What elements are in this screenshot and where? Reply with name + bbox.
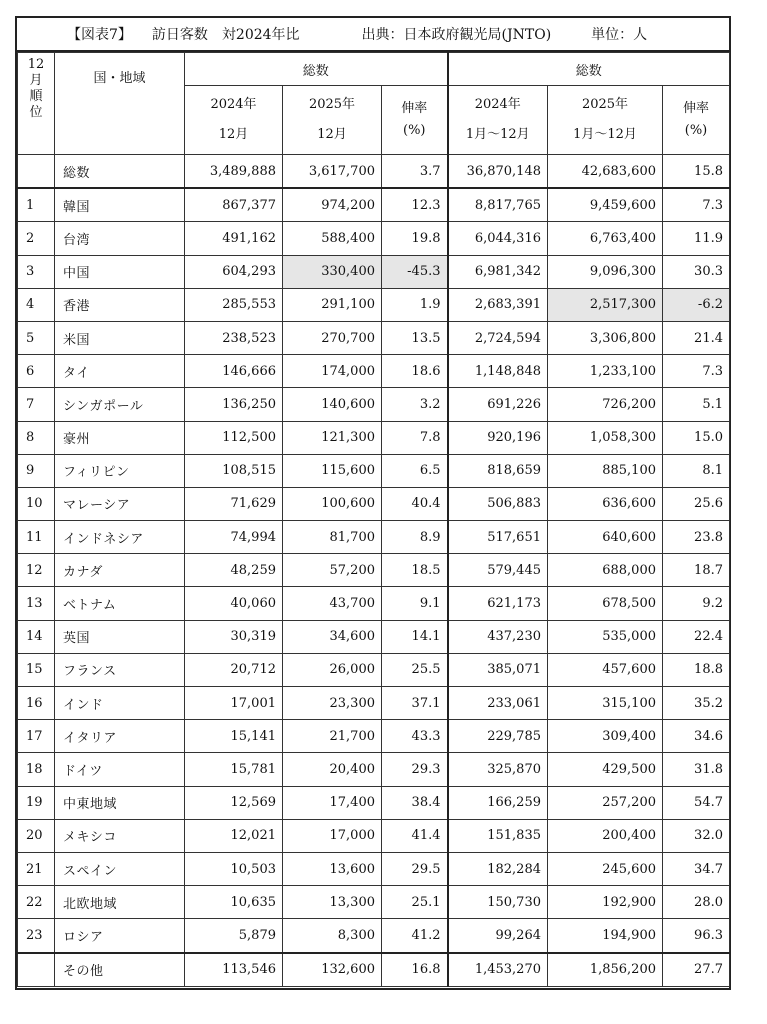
value-cell-dec-rate: 18.5 xyxy=(382,554,448,587)
value-cell-dec-rate: 12.3 xyxy=(382,188,448,222)
value-cell-year-rate: 31.8 xyxy=(663,753,730,786)
value-cell-year2024: 2,683,391 xyxy=(448,288,548,321)
country-cell: 台湾 xyxy=(55,222,185,255)
value-cell-year2025: 194,900 xyxy=(548,919,663,953)
country-cell: シンガポール xyxy=(55,388,185,421)
value-cell-dec2024: 48,259 xyxy=(185,554,283,587)
country-cell: イタリア xyxy=(55,720,185,753)
table-row xyxy=(18,255,730,288)
value-cell-year2024: 621,173 xyxy=(448,587,548,620)
value-cell-dec2025: 17,000 xyxy=(283,819,382,852)
value-cell-dec2024: 15,781 xyxy=(185,753,283,786)
value-cell-year-rate: 11.9 xyxy=(663,222,730,255)
value-cell-dec-rate: -45.3 xyxy=(382,255,448,288)
value-cell-dec-rate: 25.1 xyxy=(382,886,448,919)
value-cell-dec2025: 43,700 xyxy=(283,587,382,620)
value-cell-year-rate: 18.7 xyxy=(663,554,730,587)
table-row xyxy=(18,321,730,354)
value-cell-dec-rate: 25.5 xyxy=(382,653,448,686)
country-cell: 豪州 xyxy=(55,421,185,454)
document-frame xyxy=(15,16,731,990)
rank-cell: 19 xyxy=(18,786,55,819)
country-cell: 韓国 xyxy=(55,188,185,222)
value-cell-dec2025: 17,400 xyxy=(283,786,382,819)
value-cell-dec-rate: 37.1 xyxy=(382,687,448,720)
value-cell-dec2024: 74,994 xyxy=(185,521,283,554)
value-cell-year-rate: 30.3 xyxy=(663,255,730,288)
value-cell-year-rate: 34.6 xyxy=(663,720,730,753)
country-cell: その他 xyxy=(55,953,185,987)
value-cell-year2024: 150,730 xyxy=(448,886,548,919)
rank-cell: 20 xyxy=(18,819,55,852)
table-row xyxy=(18,554,730,587)
value-cell-dec-rate: 7.8 xyxy=(382,421,448,454)
value-cell-year2024: 691,226 xyxy=(448,388,548,421)
value-cell-year2025: 3,306,800 xyxy=(548,321,663,354)
value-cell-year2024: 506,883 xyxy=(448,487,548,520)
table-row xyxy=(18,919,730,953)
value-cell-dec-rate: 9.1 xyxy=(382,587,448,620)
value-cell-year2025: 535,000 xyxy=(548,620,663,653)
table-row xyxy=(18,786,730,819)
value-cell-dec2025: 132,600 xyxy=(283,953,382,987)
value-cell-year2025: 192,900 xyxy=(548,886,663,919)
country-cell: ドイツ xyxy=(55,753,185,786)
value-cell-dec2025: 588,400 xyxy=(283,222,382,255)
country-cell: ベトナム xyxy=(55,587,185,620)
rank-cell: 13 xyxy=(18,587,55,620)
col-dec-2024-header: 2024年 12月 xyxy=(185,86,283,155)
rank-cell: 12 xyxy=(18,554,55,587)
value-cell-dec-rate: 19.8 xyxy=(382,222,448,255)
value-cell-dec2024: 285,553 xyxy=(185,288,283,321)
value-cell-dec2024: 12,569 xyxy=(185,786,283,819)
value-cell-dec2024: 40,060 xyxy=(185,587,283,620)
value-cell-year2024: 920,196 xyxy=(448,421,548,454)
value-cell-year2024: 166,259 xyxy=(448,786,548,819)
value-cell-dec-rate: 18.6 xyxy=(382,355,448,388)
rank-cell: 2 xyxy=(18,222,55,255)
value-cell-year-rate: -6.2 xyxy=(663,288,730,321)
value-cell-dec2025: 8,300 xyxy=(283,919,382,953)
rank-cell: 14 xyxy=(18,620,55,653)
rank-cell: 11 xyxy=(18,521,55,554)
table-title: 訪日客数 対2024年比 xyxy=(151,27,300,43)
value-cell-year2025: 636,600 xyxy=(548,487,663,520)
table-row xyxy=(18,852,730,885)
value-cell-dec-rate: 1.9 xyxy=(382,288,448,321)
value-cell-year-rate: 7.3 xyxy=(663,188,730,222)
value-cell-year2025: 1,058,300 xyxy=(548,421,663,454)
monthly-group-header: 総数 xyxy=(185,53,448,86)
value-cell-year-rate: 7.3 xyxy=(663,355,730,388)
country-cell: 中東地域 xyxy=(55,786,185,819)
value-cell-dec2025: 3,617,700 xyxy=(283,155,382,189)
value-cell-dec2025: 81,700 xyxy=(283,521,382,554)
value-cell-year2024: 385,071 xyxy=(448,653,548,686)
value-cell-dec2025: 20,400 xyxy=(283,753,382,786)
country-cell: スペイン xyxy=(55,852,185,885)
value-cell-dec2024: 20,712 xyxy=(185,653,283,686)
country-cell: 総数 xyxy=(55,155,185,189)
table-row xyxy=(18,521,730,554)
value-cell-dec-rate: 13.5 xyxy=(382,321,448,354)
value-cell-dec2024: 112,500 xyxy=(185,421,283,454)
value-cell-dec2025: 121,300 xyxy=(283,421,382,454)
country-cell: ロシア xyxy=(55,919,185,953)
rank-cell: 22 xyxy=(18,886,55,919)
value-cell-dec-rate: 43.3 xyxy=(382,720,448,753)
value-cell-dec2025: 21,700 xyxy=(283,720,382,753)
value-cell-dec2025: 13,300 xyxy=(283,886,382,919)
value-cell-year2024: 151,835 xyxy=(448,819,548,852)
value-cell-year2024: 36,870,148 xyxy=(448,155,548,189)
value-cell-year-rate: 15.0 xyxy=(663,421,730,454)
value-cell-year-rate: 27.7 xyxy=(663,953,730,987)
value-cell-year2024: 2,724,594 xyxy=(448,321,548,354)
rank-cell: 15 xyxy=(18,653,55,686)
value-cell-year-rate: 25.6 xyxy=(663,487,730,520)
value-cell-year2024: 1,453,270 xyxy=(448,953,548,987)
country-cell: 北欧地域 xyxy=(55,886,185,919)
value-cell-dec2025: 174,000 xyxy=(283,355,382,388)
value-cell-dec2024: 113,546 xyxy=(185,953,283,987)
value-cell-year2025: 457,600 xyxy=(548,653,663,686)
value-cell-dec2025: 270,700 xyxy=(283,321,382,354)
value-cell-dec2024: 238,523 xyxy=(185,321,283,354)
rank-cell: 17 xyxy=(18,720,55,753)
value-cell-dec2024: 30,319 xyxy=(185,620,283,653)
value-cell-year-rate: 32.0 xyxy=(663,819,730,852)
table-row xyxy=(18,288,730,321)
country-cell: インドネシア xyxy=(55,521,185,554)
annual-group-header: 総数 xyxy=(448,53,730,86)
table-row xyxy=(18,388,730,421)
table-row xyxy=(18,886,730,919)
value-cell-dec2024: 108,515 xyxy=(185,454,283,487)
value-cell-dec-rate: 8.9 xyxy=(382,521,448,554)
value-cell-dec-rate: 3.2 xyxy=(382,388,448,421)
table-row xyxy=(18,819,730,852)
country-cell: インド xyxy=(55,687,185,720)
table-row xyxy=(18,753,730,786)
table-row xyxy=(18,155,730,189)
value-cell-dec2024: 5,879 xyxy=(185,919,283,953)
rank-cell xyxy=(18,155,55,189)
table-row xyxy=(18,687,730,720)
value-cell-dec2024: 146,666 xyxy=(185,355,283,388)
value-cell-year2024: 437,230 xyxy=(448,620,548,653)
value-cell-dec-rate: 41.4 xyxy=(382,819,448,852)
value-cell-dec2024: 10,503 xyxy=(185,852,283,885)
value-cell-dec-rate: 40.4 xyxy=(382,487,448,520)
value-cell-dec2025: 57,200 xyxy=(283,554,382,587)
value-cell-dec2025: 100,600 xyxy=(283,487,382,520)
rank-cell: 23 xyxy=(18,919,55,953)
value-cell-year2024: 182,284 xyxy=(448,852,548,885)
value-cell-dec-rate: 3.7 xyxy=(382,155,448,189)
value-cell-dec2024: 12,021 xyxy=(185,819,283,852)
country-cell: 香港 xyxy=(55,288,185,321)
value-cell-dec-rate: 14.1 xyxy=(382,620,448,653)
value-cell-year2025: 688,000 xyxy=(548,554,663,587)
value-cell-dec2025: 974,200 xyxy=(283,188,382,222)
value-cell-year-rate: 9.2 xyxy=(663,587,730,620)
rank-cell: 6 xyxy=(18,355,55,388)
table-row xyxy=(18,355,730,388)
value-cell-year2025: 309,400 xyxy=(548,720,663,753)
unit-note: 単位：人 xyxy=(591,27,648,43)
value-cell-dec2025: 140,600 xyxy=(283,388,382,421)
table-row xyxy=(18,421,730,454)
value-cell-year2025: 200,400 xyxy=(548,819,663,852)
value-cell-dec2024: 15,141 xyxy=(185,720,283,753)
country-cell: マレーシア xyxy=(55,487,185,520)
country-cell: フランス xyxy=(55,653,185,686)
col-year-rate-header: 伸率 (%) xyxy=(663,86,730,155)
country-cell: 英国 xyxy=(55,620,185,653)
rank-cell: 8 xyxy=(18,421,55,454)
value-cell-dec2025: 23,300 xyxy=(283,687,382,720)
value-cell-year2024: 818,659 xyxy=(448,454,548,487)
col-dec-rate-header: 伸率 (%) xyxy=(382,86,448,155)
table-row xyxy=(18,953,730,987)
rank-cell: 3 xyxy=(18,255,55,288)
value-cell-year-rate: 15.8 xyxy=(663,155,730,189)
rank-cell xyxy=(18,953,55,987)
value-cell-year2024: 99,264 xyxy=(448,919,548,953)
rank-cell: 1 xyxy=(18,188,55,222)
value-cell-dec2024: 17,001 xyxy=(185,687,283,720)
source-note: 出典：日本政府観光局(JNTO) xyxy=(361,27,552,43)
country-cell: 中国 xyxy=(55,255,185,288)
country-cell: メキシコ xyxy=(55,819,185,852)
table-row xyxy=(18,487,730,520)
value-cell-year2024: 6,981,342 xyxy=(448,255,548,288)
table-row xyxy=(18,188,730,222)
value-cell-year-rate: 5.1 xyxy=(663,388,730,421)
value-cell-dec-rate: 16.8 xyxy=(382,953,448,987)
value-cell-year2025: 245,600 xyxy=(548,852,663,885)
value-cell-year2024: 8,817,765 xyxy=(448,188,548,222)
value-cell-dec2025: 26,000 xyxy=(283,653,382,686)
value-cell-year2024: 325,870 xyxy=(448,753,548,786)
visitor-table xyxy=(17,52,730,987)
figure-label: 【図表7】 xyxy=(67,27,132,43)
value-cell-year-rate: 18.8 xyxy=(663,653,730,686)
country-cell: 米国 xyxy=(55,321,185,354)
value-cell-year2025: 6,763,400 xyxy=(548,222,663,255)
rank-cell: 18 xyxy=(18,753,55,786)
value-cell-dec2025: 115,600 xyxy=(283,454,382,487)
rank-cell: 7 xyxy=(18,388,55,421)
value-cell-year2025: 9,459,600 xyxy=(548,188,663,222)
value-cell-dec-rate: 41.2 xyxy=(382,919,448,953)
value-cell-year2025: 257,200 xyxy=(548,786,663,819)
value-cell-year2024: 1,148,848 xyxy=(448,355,548,388)
value-cell-year2025: 1,856,200 xyxy=(548,953,663,987)
value-cell-dec2025: 291,100 xyxy=(283,288,382,321)
value-cell-year-rate: 54.7 xyxy=(663,786,730,819)
country-header: 国・地域 xyxy=(55,53,185,155)
value-cell-dec-rate: 6.5 xyxy=(382,454,448,487)
value-cell-dec2024: 71,629 xyxy=(185,487,283,520)
table-row xyxy=(18,587,730,620)
rank-cell: 21 xyxy=(18,852,55,885)
rank-cell: 16 xyxy=(18,687,55,720)
rank-cell: 10 xyxy=(18,487,55,520)
country-cell: カナダ xyxy=(55,554,185,587)
title-bar xyxy=(17,18,729,52)
col-year-2024-header: 2024年 1月～12月 xyxy=(448,86,548,155)
value-cell-year2024: 6,044,316 xyxy=(448,222,548,255)
value-cell-dec2024: 10,635 xyxy=(185,886,283,919)
value-cell-year2024: 517,651 xyxy=(448,521,548,554)
value-cell-dec-rate: 38.4 xyxy=(382,786,448,819)
value-cell-year-rate: 28.0 xyxy=(663,886,730,919)
country-cell: フィリピン xyxy=(55,454,185,487)
value-cell-year-rate: 23.8 xyxy=(663,521,730,554)
value-cell-dec2025: 34,600 xyxy=(283,620,382,653)
value-cell-year2024: 579,445 xyxy=(448,554,548,587)
col-year-2025-header: 2025年 1月～12月 xyxy=(548,86,663,155)
value-cell-dec2024: 867,377 xyxy=(185,188,283,222)
value-cell-year2024: 233,061 xyxy=(448,687,548,720)
value-cell-year2025: 2,517,300 xyxy=(548,288,663,321)
rank-header: 12 月 順 位 xyxy=(18,53,55,155)
value-cell-year2025: 42,683,600 xyxy=(548,155,663,189)
col-dec-2025-header: 2025年 12月 xyxy=(283,86,382,155)
value-cell-year2025: 1,233,100 xyxy=(548,355,663,388)
table-row xyxy=(18,222,730,255)
value-cell-year-rate: 34.7 xyxy=(663,852,730,885)
country-cell: タイ xyxy=(55,355,185,388)
rank-cell: 4 xyxy=(18,288,55,321)
value-cell-year2025: 640,600 xyxy=(548,521,663,554)
value-cell-year-rate: 21.4 xyxy=(663,321,730,354)
value-cell-dec2024: 604,293 xyxy=(185,255,283,288)
value-cell-year2024: 229,785 xyxy=(448,720,548,753)
value-cell-year-rate: 35.2 xyxy=(663,687,730,720)
table-row xyxy=(18,653,730,686)
value-cell-year2025: 885,100 xyxy=(548,454,663,487)
value-cell-year2025: 429,500 xyxy=(548,753,663,786)
table-body xyxy=(18,155,730,987)
value-cell-year2025: 726,200 xyxy=(548,388,663,421)
value-cell-year2025: 678,500 xyxy=(548,587,663,620)
value-cell-year-rate: 96.3 xyxy=(663,919,730,953)
value-cell-dec2025: 13,600 xyxy=(283,852,382,885)
table-row xyxy=(18,620,730,653)
value-cell-year2025: 9,096,300 xyxy=(548,255,663,288)
value-cell-year-rate: 8.1 xyxy=(663,454,730,487)
value-cell-year-rate: 22.4 xyxy=(663,620,730,653)
value-cell-dec2025: 330,400 xyxy=(283,255,382,288)
rank-cell: 9 xyxy=(18,454,55,487)
value-cell-dec2024: 3,489,888 xyxy=(185,155,283,189)
rank-cell: 5 xyxy=(18,321,55,354)
value-cell-dec2024: 491,162 xyxy=(185,222,283,255)
table-row xyxy=(18,720,730,753)
value-cell-dec-rate: 29.3 xyxy=(382,753,448,786)
value-cell-dec2024: 136,250 xyxy=(185,388,283,421)
value-cell-dec-rate: 29.5 xyxy=(382,852,448,885)
value-cell-year2025: 315,100 xyxy=(548,687,663,720)
table-row xyxy=(18,454,730,487)
